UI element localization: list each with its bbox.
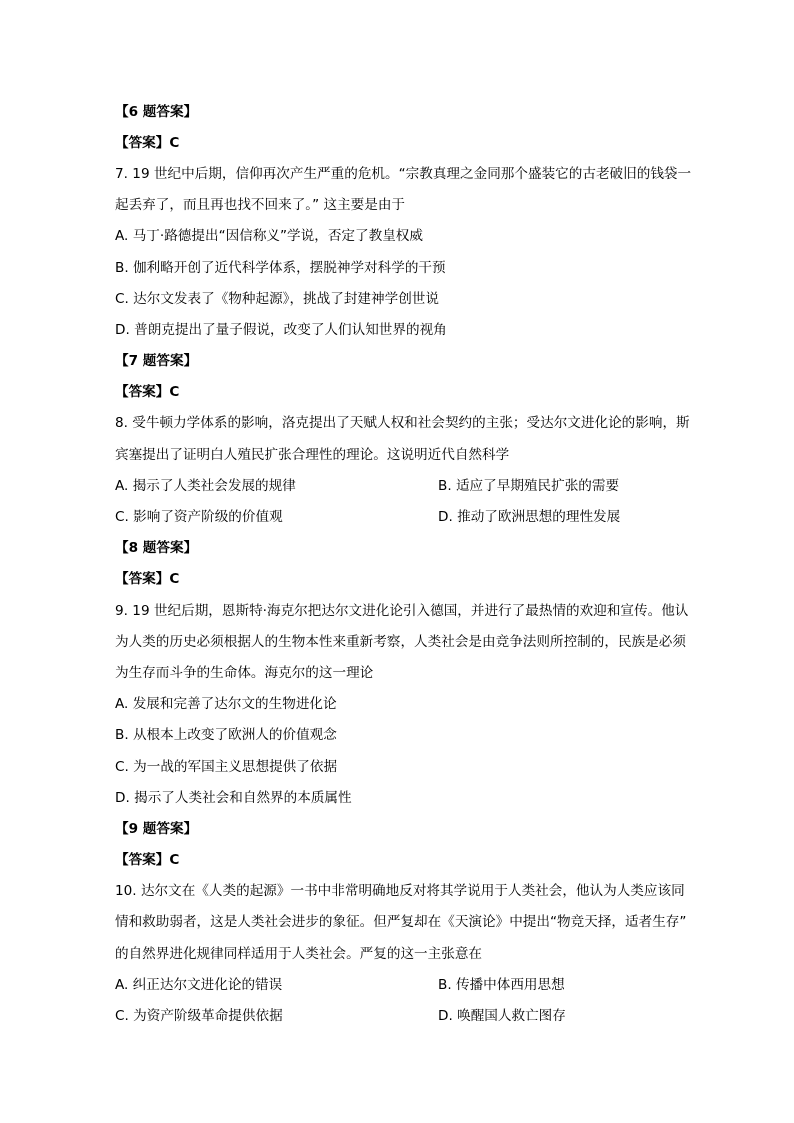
- q7-option-b: B. 伽利略开创了近代科学体系，摆脱神学对科学的干预: [115, 260, 446, 276]
- q7-stem-line1: 7. 19 世纪中后期，信仰再次产生严重的危机。“宗教真理之金同那个盛装它的古老破旧的钱袋一: [115, 166, 692, 182]
- q8-option-c: C. 影响了资产阶级的价值观: [115, 509, 283, 525]
- q9-stem-line2: 为人类的历史必须根据人的生物本性来重新考察，人类社会是由竞争法则所控制的，民族是必须: [115, 634, 686, 650]
- q7-answer: 【答案】C: [115, 384, 180, 400]
- q10-option-b: B. 传播中体西用思想: [438, 977, 565, 993]
- q7-stem-line2: 起丢弃了，而且再也找不回来了。” 这主要是由于: [115, 197, 406, 213]
- q6-answer: 【答案】C: [115, 135, 180, 151]
- q10-stem-line3: 的自然界进化规律同样适用于人类社会。严复的这一主张意在: [115, 946, 483, 962]
- q6-answer-header: 【6 题答案】: [115, 104, 198, 120]
- q8-option-b: B. 适应了早期殖民扩张的需要: [438, 478, 620, 494]
- q9-answer-header: 【9 题答案】: [115, 821, 198, 837]
- q10-stem-line2: 情和救助弱者，这是人类社会进步的象征。但严复却在《天演论》中提出“物竞天择，适者生存”: [115, 914, 687, 930]
- q8-answer-header: 【8 题答案】: [115, 540, 198, 556]
- q9-answer: 【答案】C: [115, 852, 180, 868]
- q8-stem-line1: 8. 受牛顿力学体系的影响，洛克提出了天赋人权和社会契约的主张；受达尔文进化论的影响，斯: [115, 415, 690, 431]
- q8-stem-line2: 宾塞提出了证明白人殖民扩张合理性的理论。这说明近代自然科学: [115, 447, 510, 463]
- q8-option-d: D. 推动了欧洲思想的理性发展: [438, 509, 621, 525]
- q9-option-b: B. 从根本上改变了欧洲人的价值观念: [115, 727, 337, 743]
- q7-option-a: A. 马丁·路德提出“因信称义”学说，否定了教皇权威: [115, 228, 423, 244]
- q9-stem-line1: 9. 19 世纪后期，恩斯特·海克尔把达尔文进化论引入德国，并进行了最热情的欢迎和宣传。他认: [115, 603, 689, 619]
- q9-option-d: D. 揭示了人类社会和自然界的本质属性: [115, 790, 352, 806]
- q10-option-a: A. 纠正达尔文进化论的错误: [115, 977, 283, 993]
- q9-stem-line3: 为生存而斗争的生命体。海克尔的这一理论: [115, 665, 374, 681]
- q9-option-c: C. 为一战的军国主义思想提供了依据: [115, 759, 338, 775]
- q8-answer: 【答案】C: [115, 571, 180, 587]
- q7-answer-header: 【7 题答案】: [115, 353, 198, 369]
- q7-option-d: D. 普朗克提出了量子假说，改变了人们认知世界的视角: [115, 322, 447, 338]
- q9-option-a: A. 发展和完善了达尔文的生物进化论: [115, 696, 337, 712]
- q10-option-c: C. 为资产阶级革命提供依据: [115, 1008, 283, 1024]
- q10-stem-line1: 10. 达尔文在《人类的起源》一书中非常明确地反对将其学说用于人类社会，他认为人类应该同: [115, 883, 685, 899]
- q10-option-d: D. 唤醒国人救亡图存: [438, 1008, 566, 1024]
- q7-option-c: C. 达尔文发表了《物种起源》，挑战了封建神学创世说: [115, 291, 439, 307]
- q8-option-a: A. 揭示了人类社会发展的规律: [115, 478, 296, 494]
